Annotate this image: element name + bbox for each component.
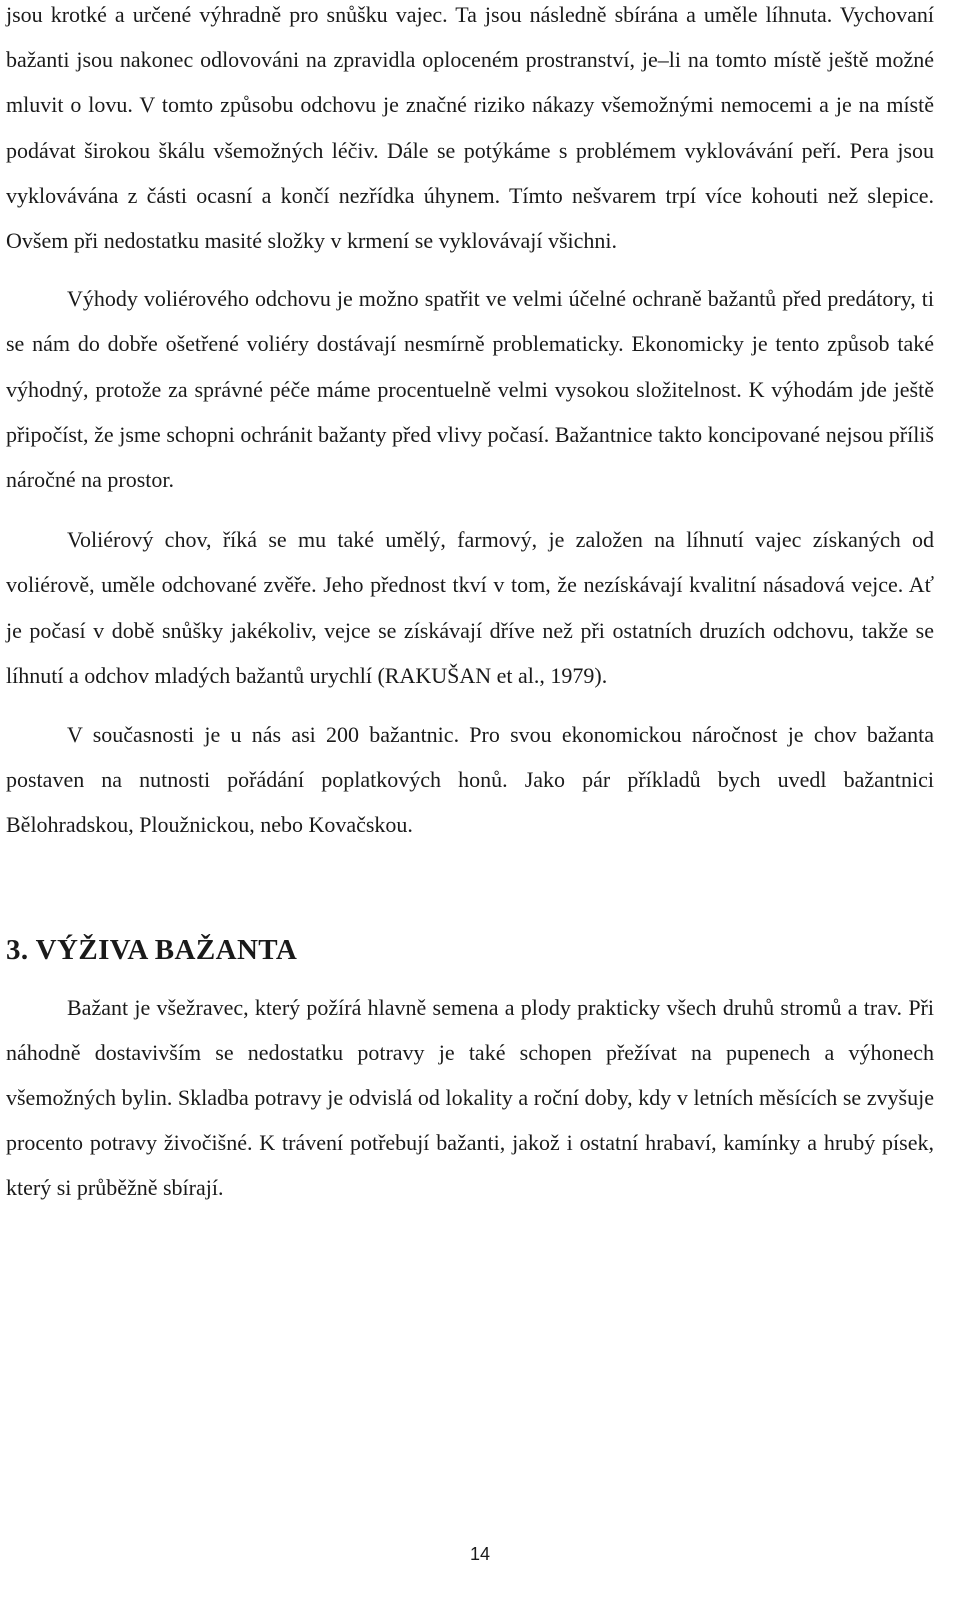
paragraph-aviary-breeding: Voliérový chov, říká se mu také umělý, farmový, je založen na líhnutí vajec získaných od voliérově, uměle odchované zvěře. Jeho přednost tkví v tom, že nezískávají kvalitní násadová vejce. Ať je počasí v době snůšky jakékoliv, vejce se získávají dříve než při ostatních druzích odchovu, takže se líhnutí a odchov mladých bažantů urychlí (RAKUŠAN et al., 1979). bbox=[6, 527, 934, 688]
paragraph-pheasantries: V současnosti je u nás asi 200 bažantnic. Pro svou ekonomickou náročnost je chov bažanta postaven na nutnosti pořádání poplatkových honů. Jako pár příkladů bych uvedl bažantnici Bělohradskou, Ploužnickou, nebo Kovačskou. bbox=[6, 722, 934, 838]
page-number: 14 bbox=[469, 1544, 491, 1564]
section-heading: 3. VÝŽIVA BAŽANTA bbox=[6, 933, 298, 966]
paragraph-nutrition: Bažant je všežravec, který požírá hlavně semena a plody prakticky všech druhů stromů a trav. Při náhodně dostavivším se nedostatku potravy je také schopen přežívat na pupenech a výhonech všemožných bylin. Skladba potravy je odvislá od lokality a roční doby, kdy v letních měsících se zvyšuje procento potravy živočišné. K trávení potřebují bažanti, jakož i ostatní hrabaví, kamínky a hrubý písek, který si průběžně sbírají. bbox=[6, 994, 934, 1201]
paragraph-continuation: jsou krotké a určené výhradně pro snůšku vajec. Ta jsou následně sbírána a uměle líhnuta. Vychovaní bažanti jsou nakonec odlovováni na zpravidla oploceném prostranství, je–li na tomto místě ještě možné mluvit o lovu. V tomto způsobu odchovu je značné riziko nákazy všemožnými nemocemi a je na místě podávat širokou škálu všemožných léčiv. Dále se potýkáme s problémem vyklovávání peří. Pera jsou vyklovávána z části ocasní a končí nezřídka úhynem. Tímto nešvarem trpí více kohouti než slepice. Ovšem při nedostatku masité složky v krmení se vyklovávají všichni. bbox=[6, 2, 934, 254]
page-content bbox=[6, 0, 934, 1211]
paragraph-aviary-advantages: Výhody voliérového odchovu je možno spatřit ve velmi účelné ochraně bažantů před predátory, ti se nám do dobře ošetřené voliéry dostávají nesmírně problematicky. Ekonomicky je tento způsob také výhodný, protože za správné péče máme procentuelně velmi vysokou složitelnost. K výhodám jde ještě připočíst, že jsme schopni ochránit bažanty před vlivy počasí. Bažantnice takto koncipované nejsou příliš náročné na prostor. bbox=[6, 286, 934, 493]
